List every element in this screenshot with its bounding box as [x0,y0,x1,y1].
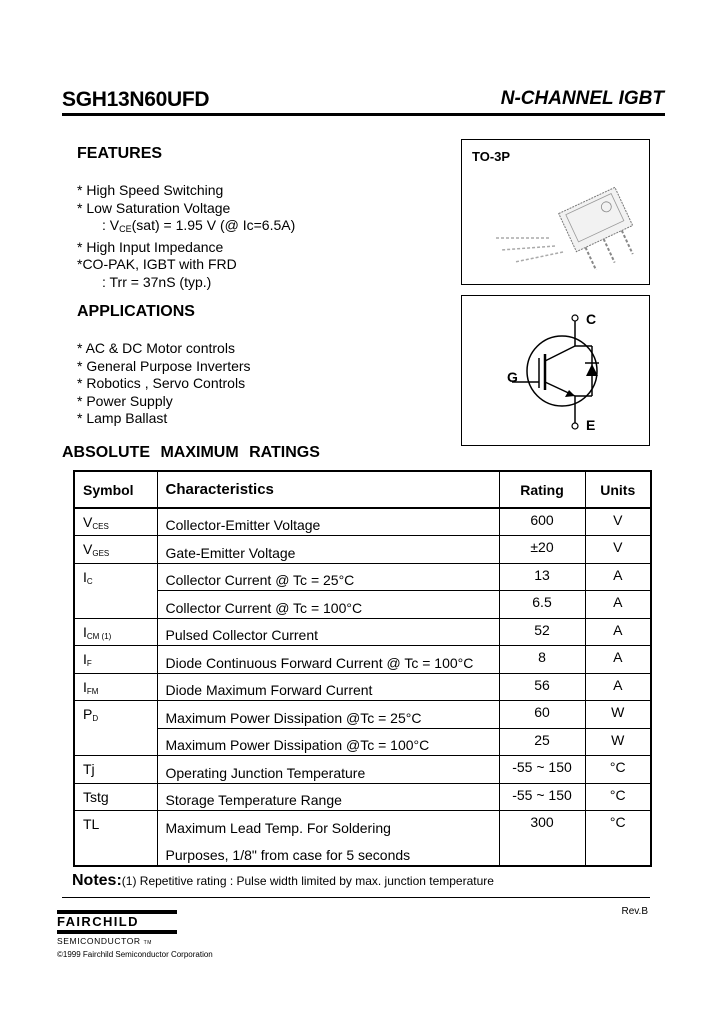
cell-unit: A [585,646,651,674]
cell-symbol [74,646,157,674]
symbol-subscript: D [92,714,99,723]
table-row [74,591,651,619]
package-box [461,139,650,285]
cell-unit: A [585,591,651,619]
symbol-subscript: CES [92,522,109,531]
cell-characteristic: Collector-Emitter Voltage [157,508,499,536]
cell-unit: V [585,508,651,536]
table-row [74,783,651,811]
table-row [74,701,651,729]
cell-symbol [74,838,157,866]
cell-unit: V [585,536,651,564]
cell-unit: A [585,618,651,646]
cell-unit: °C [585,756,651,784]
collector-pin-label: C [586,311,597,327]
feature-item: *CO-PAK, IGBT with FRD [77,256,237,272]
symbol-text: P [83,706,93,722]
cell-characteristic: Collector Current @ Tc = 100°C [157,591,499,619]
cell-characteristic: Gate-Emitter Voltage [157,536,499,564]
vce-prefix: : V [102,217,120,233]
header-characteristics: Characteristics [157,471,499,508]
device-type: N-CHANNEL IGBT [500,88,664,109]
ratings-title: ABSOLUTE MAXIMUM RATINGS [62,444,320,461]
cell-symbol [74,508,157,536]
vce-value: (sat) = 1.95 V (@ Ic=6.5A) [131,217,296,233]
cell-symbol [74,591,157,619]
cell-symbol [74,536,157,564]
table-row [74,811,651,839]
cell-rating: 600 [499,508,585,536]
vce-subscript: CE [119,224,132,234]
symbol-text: I [83,651,87,667]
cell-unit: A [585,563,651,591]
cell-rating: 52 [499,618,585,646]
header-symbol: Symbol [74,471,157,508]
symbol-text: I [83,678,87,695]
igbt-symbol-box [461,295,650,446]
cell-characteristic: Storage Temperature Range [157,783,499,811]
header-rating: Rating [499,471,585,508]
feature-item: : Trr = 37nS (typ.) [102,273,212,290]
cell-rating [499,838,585,866]
symbol-text: V [83,514,93,530]
symbol-subscript: FM [86,686,99,696]
cell-rating: 6.5 [499,591,585,619]
application-item: * AC & DC Motor controls [77,340,235,356]
cell-rating: -55 ~ 150 [499,783,585,811]
header-rule [62,113,665,116]
cell-rating: 13 [499,563,585,591]
applications-list [77,340,251,428]
package-image [487,180,637,270]
package-label: TO-3P [472,149,511,164]
cell-symbol [74,563,157,591]
cell-rating: 25 [499,728,585,756]
cell-characteristic: Pulsed Collector Current [157,618,499,646]
application-item: * Lamp Ballast [77,410,168,426]
symbol-subscript: GES [92,549,110,558]
cell-unit [585,838,651,866]
logo-sub-text: SEMICONDUCTOR [57,936,141,946]
cell-characteristic: Operating Junction Temperature [157,756,499,784]
notes-label: Notes: [72,872,122,889]
table-row [74,838,651,866]
applications-title: APPLICATIONS [77,303,195,320]
gate-pin-label: G [507,369,518,385]
table-row [74,618,651,646]
symbol-subscript: F [86,659,92,668]
cell-symbol [74,756,157,784]
fairchild-logo [57,910,177,948]
cell-symbol [74,728,157,756]
feature-item [77,217,295,239]
feature-item: * High Input Impedance [77,238,224,255]
cell-unit: °C [585,783,651,811]
emitter-pin-label: E [586,417,596,433]
igbt-symbol-icon [462,296,649,445]
notes-text: (1) Repetitive rating : Pulse width limited by max. junction temperature [121,874,494,888]
logo-tm: TM [143,940,153,946]
application-item: * General Purpose Inverters [77,357,251,374]
symbol-text: V [83,541,93,557]
footer-rule [62,897,650,898]
cell-symbol [74,673,157,701]
cell-characteristic: Maximum Power Dissipation @Tc = 25°C [157,701,499,729]
symbol-text: I [83,623,87,640]
table-row [74,728,651,756]
cell-characteristic: Maximum Lead Temp. For Soldering [157,811,499,839]
cell-unit: W [585,728,651,756]
part-number: SGH13N60UFD [62,88,210,111]
header-units: Units [585,471,651,508]
cell-characteristic: Purposes, 1/8" from case for 5 seconds [157,838,499,866]
application-item: * Power Supply [77,392,173,409]
logo-subtitle [57,936,177,948]
feature-item: * High Speed Switching [77,182,224,198]
cell-unit: W [585,701,651,729]
feature-item: * Low Saturation Voltage [77,199,231,216]
table-row [74,508,651,536]
table-row [74,673,651,701]
cell-unit: A [585,673,651,701]
cell-symbol [74,701,157,729]
cell-characteristic: Maximum Power Dissipation @Tc = 100°C [157,728,499,756]
cell-rating: 60 [499,701,585,729]
revision: Rev.B [621,906,648,917]
cell-rating: -55 ~ 150 [499,756,585,784]
symbol-subscript: C [86,576,93,586]
symbol-text: I [83,568,87,585]
features-list [77,182,295,291]
copyright: ©1999 Fairchild Semiconductor Corporation [57,950,213,959]
cell-rating: ±20 [499,536,585,564]
cell-symbol [74,811,157,839]
symbol-subscript: CM (1) [86,631,112,641]
table-row [74,646,651,674]
symbol-text: TL [83,816,100,832]
cell-rating: 300 [499,811,585,839]
cell-rating: 8 [499,646,585,674]
cell-characteristic: Diode Maximum Forward Current [157,673,499,701]
ratings-table [73,470,652,867]
cell-unit: °C [585,811,651,839]
cell-characteristic: Diode Continuous Forward Current @ Tc = 100°C [157,646,499,674]
logo-bar [57,930,177,934]
notes [72,872,494,890]
symbol-text: Tj [83,761,95,777]
cell-symbol [74,618,157,646]
logo-name: FAIRCHILD [57,914,139,929]
table-header-row [74,471,651,508]
application-item: * Robotics , Servo Controls [77,375,246,391]
cell-characteristic: Collector Current @ Tc = 25°C [157,563,499,591]
symbol-text: Tstg [83,788,109,805]
table-row [74,563,651,591]
cell-symbol [74,783,157,811]
table-row [74,756,651,784]
cell-rating: 56 [499,673,585,701]
table-row [74,536,651,564]
features-title: FEATURES [77,145,163,162]
